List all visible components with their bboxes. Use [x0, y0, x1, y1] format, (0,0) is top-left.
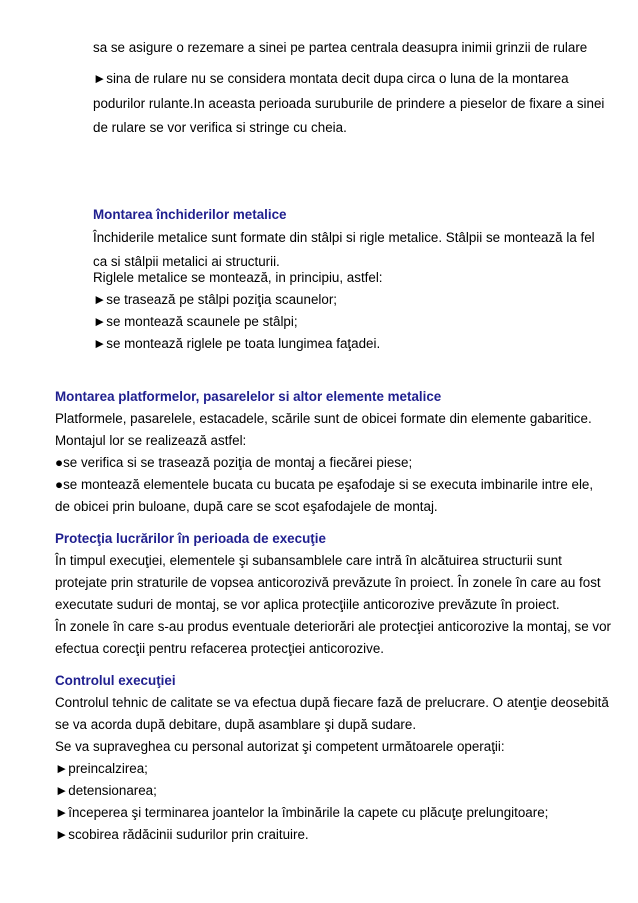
- list-item: ●se montează elementele bucata cu bucata pe eşafodaje si se executa imbinarile intre ele,: [55, 477, 594, 492]
- text-line: Închiderile metalice sunt formate din stâlpi si rigle metalice. Stâlpii se montează la fel: [93, 230, 595, 245]
- section-heading: Controlul execuţiei: [55, 673, 176, 688]
- text-line: ca si stâlpii metalici ai structurii.: [93, 254, 280, 269]
- text-line: executate suduri de montaj, se vor aplica protecţiile anticorozive prevăzute în proiect.: [55, 597, 560, 612]
- list-item: ●se verifica si se trasează poziţia de montaj a fiecărei piese;: [55, 455, 413, 470]
- text-line: podurilor rulante.In aceasta perioada suruburile de prindere a pieselor de fixare a sinei: [93, 96, 605, 111]
- text-line: Montajul lor se realizează astfel:: [55, 433, 247, 448]
- text-line: de rulare se vor verifica si stringe cu cheia.: [93, 120, 347, 135]
- text-line: Se va supraveghea cu personal autorizat şi competent următoarele operaţii:: [55, 739, 505, 754]
- section-heading: Montarea închiderilor metalice: [93, 207, 287, 222]
- list-item: ►începerea şi terminarea joantelor la îmbinările la capete cu plăcuţe prelungitoare;: [55, 805, 549, 820]
- text-line: efectua corecţii pentru refacerea protecţiei anticorozive.: [55, 641, 384, 656]
- list-item: ►preincalzirea;: [55, 761, 148, 776]
- list-item: ►se trasează pe stâlpi poziţia scaunelor;: [93, 292, 337, 307]
- section-heading: Montarea platformelor, pasarelelor si altor elemente metalice: [55, 389, 442, 404]
- list-item: ►se montează scaunele pe stâlpi;: [93, 314, 298, 329]
- text-line: protejate prin straturile de vopsea anticorozivă prevăzute în proiect. În zonele în care au fost: [55, 575, 601, 590]
- list-item: ►se montează riglele pe toata lungimea faţadei.: [93, 336, 381, 351]
- text-line: sa se asigure o rezemare a sinei pe partea centrala deasupra inimii grinzii de rulare: [93, 40, 588, 55]
- text-line: Platformele, pasarelele, estacadele, scările sunt de obicei formate din elemente gabaritice.: [55, 411, 592, 426]
- text-line: ►sina de rulare nu se considera montata decit dupa circa o luna de la montarea: [93, 71, 569, 86]
- text-line: Riglele metalice se montează, in principiu, astfel:: [93, 270, 383, 285]
- text-line: În timpul execuţiei, elementele şi subansamblele care intră în alcătuirea structurii sunt: [55, 553, 562, 568]
- text-line: Controlul tehnic de calitate se va efectua după fiecare fază de prelucrare. O atenţie deosebită: [55, 695, 609, 710]
- section-heading: Protecţia lucrărilor în perioada de execuţie: [55, 531, 326, 546]
- list-item: ►detensionarea;: [55, 783, 157, 798]
- text-line: de obicei prin buloane, după care se scot eşafodajele de montaj.: [55, 499, 438, 514]
- list-item: ►scobirea rădăcinii sudurilor prin craituire.: [55, 827, 309, 842]
- text-line: În zonele în care s-au produs eventuale deteriorări ale protecţiei anticorozive la montaj, se vor: [55, 619, 612, 634]
- text-line: se va acorda după debitare, după asamblare şi după sudare.: [55, 717, 417, 732]
